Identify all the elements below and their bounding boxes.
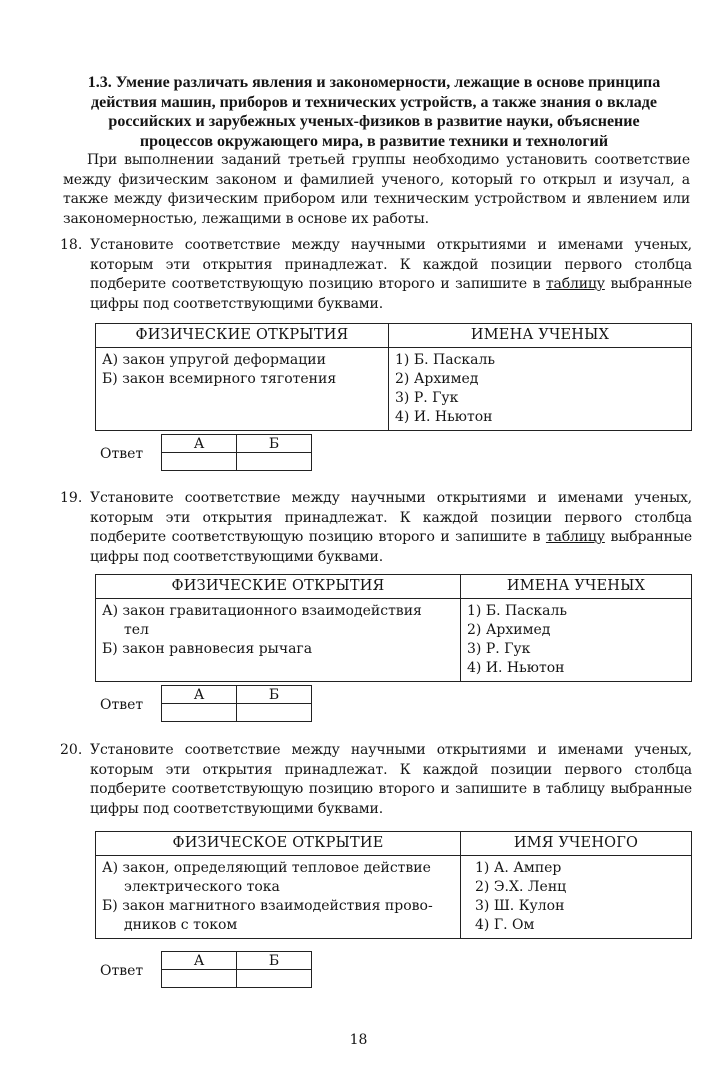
discovery-item-continuation: тел <box>124 622 149 638</box>
discovery-item-continuation: электрического тока <box>124 879 280 895</box>
scientist-item: 3) Р. Гук <box>395 390 459 406</box>
scientist-item: 4) И. Ньютон <box>467 660 565 676</box>
page-number: 18 <box>349 1032 368 1048</box>
scientists-cell <box>461 856 692 939</box>
answer-label: Ответ <box>100 963 144 979</box>
discoveries-cell <box>96 856 461 939</box>
answer-col-b-header: Б <box>237 435 312 453</box>
scientist-item: 2) Архимед <box>467 622 551 638</box>
heading-line: 1.3. Умение различать явления и закономерности, лежащие в основе принципа <box>87 74 661 91</box>
task-19 <box>60 489 692 567</box>
discoveries-cell <box>96 599 461 682</box>
task-20 <box>60 741 692 819</box>
discovery-item: А) закон, определяющий тепловое действие <box>102 860 431 876</box>
section-heading <box>58 73 690 151</box>
answer-col-a-header: А <box>162 435 237 453</box>
matching-table-18 <box>95 323 692 431</box>
task-question: Установите соответствие между научными открытиями и именами ученых, которым эти открытия принадлежат. К каждой позиции первого столбца подберите соответствующую позицию второго и запишите в таблицу выбранные цифры под соответствующими буквами. <box>90 742 692 817</box>
heading-line: российских и зарубежных ученых-физиков в развитие науки, объяснение <box>108 113 640 130</box>
scientist-item: 2) Э.Х. Ленц <box>475 879 567 895</box>
answer-label: Ответ <box>100 697 144 713</box>
col-header-discovery: ФИЗИЧЕСКОЕ ОТКРЫТИЕ <box>96 832 461 856</box>
col-header-scientists: ИМЕНА УЧЕНЫХ <box>389 324 692 348</box>
answer-cell-b[interactable] <box>237 970 312 988</box>
scientist-item: 2) Архимед <box>395 371 479 387</box>
task-18 <box>60 236 692 314</box>
answer-cell-a[interactable] <box>162 453 237 471</box>
scientist-item: 4) И. Ньютон <box>395 409 493 425</box>
discovery-item: Б) закон равновесия рычага <box>102 641 313 657</box>
matching-table-19 <box>95 574 692 682</box>
discovery-item: Б) закон всемирного тяготения <box>102 371 337 387</box>
col-header-scientist: ИМЯ УЧЕНОГО <box>461 832 692 856</box>
heading-line: действия машин, приборов и технических устройств, а также знания о вкладе <box>91 93 657 111</box>
answer-cell-b[interactable] <box>237 453 312 471</box>
answer-cell-a[interactable] <box>162 970 237 988</box>
scientist-item: 1) А. Ампер <box>475 860 562 876</box>
answer-table-20 <box>161 951 312 988</box>
col-header-discoveries: ФИЗИЧЕСКИЕ ОТКРЫТИЯ <box>96 575 461 599</box>
answer-cell-a[interactable] <box>162 704 237 722</box>
answer-cell-b[interactable] <box>237 704 312 722</box>
task-number: 20. <box>60 742 83 758</box>
matching-table-20 <box>95 831 692 939</box>
scientist-item: 3) Р. Гук <box>467 641 531 657</box>
col-header-discoveries: ФИЗИЧЕСКИЕ ОТКРЫТИЯ <box>96 324 389 348</box>
task-number: 19. <box>60 490 83 506</box>
answer-col-b-header: Б <box>237 686 312 704</box>
scientist-item: 1) Б. Паскаль <box>395 352 496 368</box>
answer-col-a-header: А <box>162 686 237 704</box>
heading-line: процессов окружающего мира, в развитие техники и технологий <box>139 132 609 150</box>
discoveries-cell <box>96 348 389 431</box>
scientists-cell <box>461 599 692 682</box>
scientist-item: 1) Б. Паскаль <box>467 603 568 619</box>
scientist-item: 3) Ш. Кулон <box>475 898 565 914</box>
col-header-scientists: ИМЕНА УЧЕНЫХ <box>461 575 692 599</box>
discovery-item: А) закон упругой деформации <box>102 352 326 368</box>
answer-col-b-header: Б <box>237 952 312 970</box>
scientist-item: 4) Г. Ом <box>475 917 535 933</box>
intro-paragraph: При выполнении заданий третьей группы необходимо установить соответствие между физическим законом и фамилией ученого, который го открыл и изучал, а также между физическим прибором или техническим устройством и явлением или закономерностью, лежащими в основе их работы. <box>63 152 690 227</box>
discovery-item-continuation: дников с током <box>124 917 238 933</box>
answer-table-19 <box>161 685 312 722</box>
scientists-cell <box>389 348 692 431</box>
discovery-item: А) закон гравитационного взаимодействия <box>102 603 422 619</box>
task-number: 18. <box>60 237 83 253</box>
discovery-item: Б) закон магнитного взаимодействия прово- <box>102 898 433 914</box>
task-question: Установите соответствие между научными открытиями и именами ученых, которым эти открытия принадлежат. К каждой позиции первого столбца подберите соответствующую позицию второго и запишите в таблицу выбранные цифры под соответствующими буквами. <box>90 490 692 565</box>
answer-label: Ответ <box>100 446 144 462</box>
task-question: Установите соответствие между научными открытиями и именами ученых, которым эти открытия принадлежат. К каждой позиции первого столбца подберите соответствующую позицию второго и запишите в таблицу выбранные цифры под соответствующими буквами. <box>90 237 692 312</box>
answer-col-a-header: А <box>162 952 237 970</box>
answer-table-18 <box>161 434 312 471</box>
